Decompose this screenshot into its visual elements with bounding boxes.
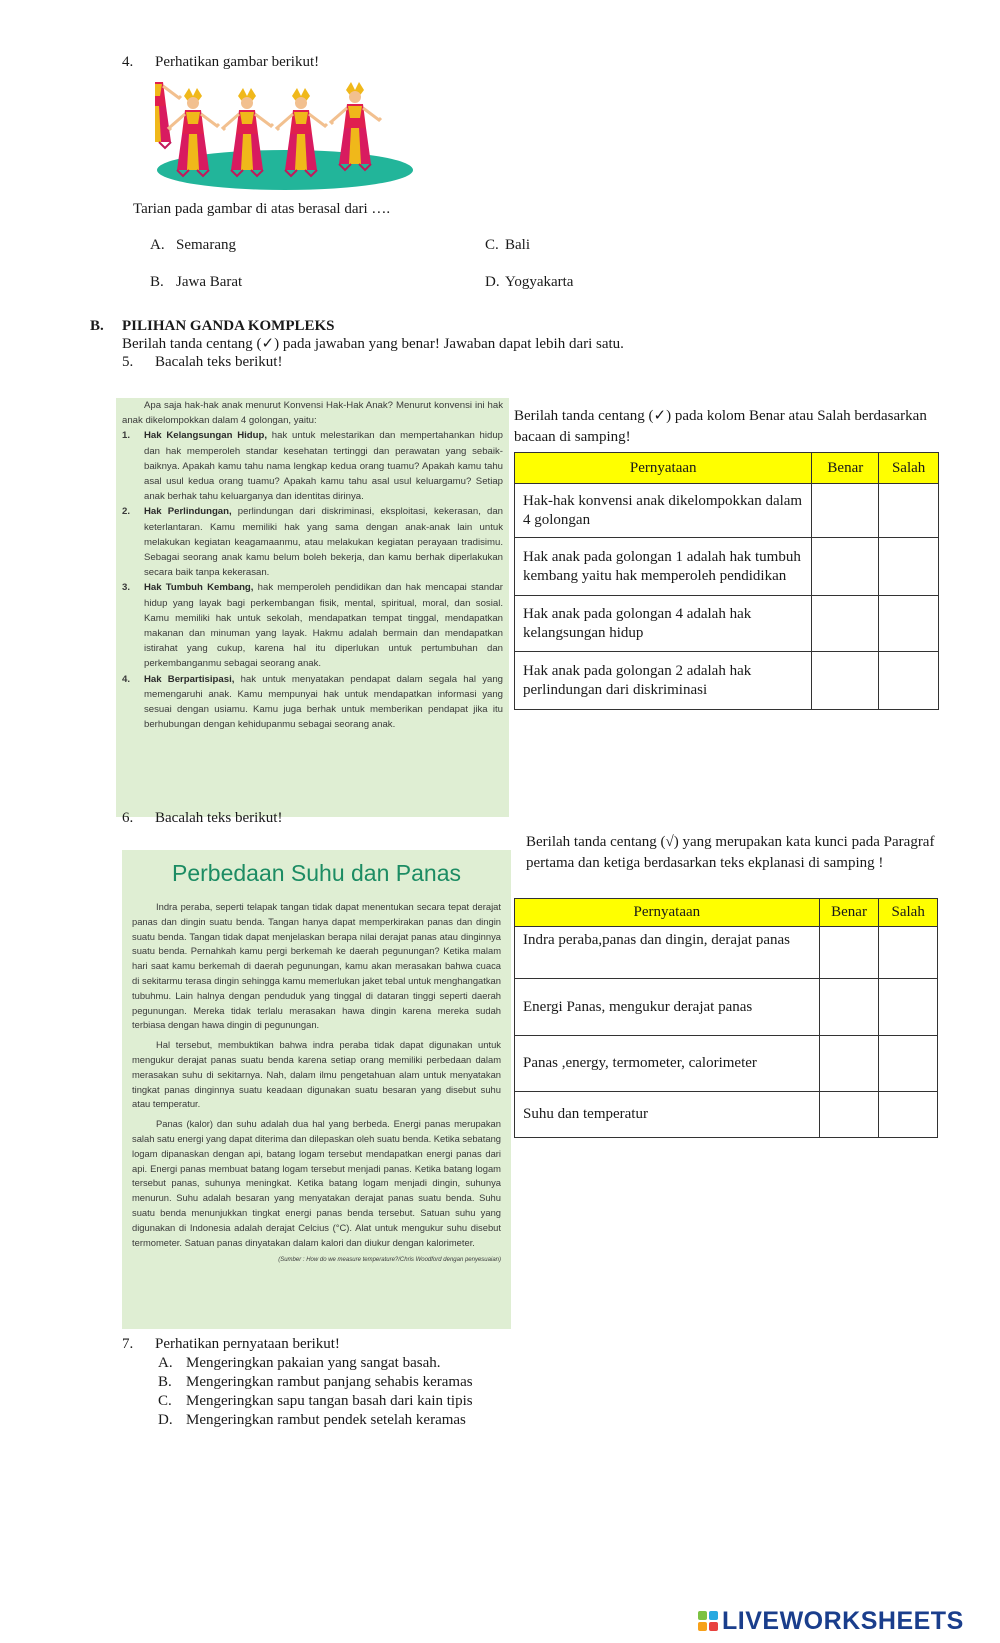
q5-false-cell[interactable] [879,484,939,538]
q6-table-instruction: Berilah tanda centang (√) yang merupakan kata kunci pada Paragraf pertama dan ketiga berdasarkan teks ekplanasi di samping ! [526,834,935,871]
q5-item-head: Hak Kelangsungan Hidup, [144,430,268,442]
q7-option-d[interactable]: Mengeringkan rambut pendek setelah keramas [186,1412,466,1428]
q4-option-d[interactable]: Yogyakarta [505,274,574,290]
q5-statement: Hak-hak konvensi anak dikelompokkan dalam 4 golongan [515,484,812,538]
q5-true-cell[interactable] [812,652,879,710]
q4-option-a[interactable]: Semarang [176,237,236,253]
logo-mark-icon [698,1611,718,1631]
q5-answer-table [514,452,939,710]
table-row [515,927,938,979]
q5-passage [116,398,509,817]
q4-number: 4. [122,54,134,70]
q6-number: 6. [122,810,134,826]
table-row [515,596,939,652]
q5-true-cell[interactable] [812,538,879,596]
q5-true-cell[interactable] [812,484,879,538]
q5-table-instruction: Berilah tanda centang (✓) pada kolom Benar atau Salah berdasarkan bacaan di samping! [514,408,927,445]
q5-passage-intro: Apa saja hak-hak anak menurut Konvensi Hak-Hak Anak? Menurut konvensi ini hak anak dikelompokkan dalam 4 golongan, yaitu: [122,400,503,427]
q5-item-body: hak untuk melestarikan dan mempertahankan hidup dan hak memperoleh standar kesehatan tertinggi dan perawatan yang sebaik-baiknya. Apakah kamu tahu nama lengkap kedua orang tuamu? Apakah kamu tahu asal usul kedua orang tuamu? Apakah kamu tahu asal usul keluargamu? Setiap anak berhak tahu keluarganya dan identitas dirinya. [144,430,503,503]
q5-item-body: hak memperoleh pendidikan dan hak mencapai standar hidup yang layak bagi perkembangan fisik, mental, spiritual, moral, dan sosial. Kamu memiliki hak untuk sekolah, mendapatkan tempat tinggal, mendapatkan makanan dan minuman yang layak. Hakmu adalah bermain dan mendapatkan istirahat yang cukup, karena hal itu diperlukan untuk pertumbuhan dan perkembanganmu sebagai seorang anak. [144,582,503,670]
table-row [515,538,939,596]
q6-true-cell[interactable] [819,1092,879,1138]
q5-header-statement: Pernyataan [515,453,812,484]
q5-item-number: 4. [122,673,131,685]
q5-item-number: 3. [122,582,131,594]
balinese-dancers-illustration [155,82,420,197]
q6-paragraph: Indra peraba, seperti telapak tangan tidak dapat menentukan secara tepat derajat panas dan dingin suatu benda. Tangan hanya dapat memperkirakan panas dan dingin suatu benda. Tangan tidak dapat menjelaskan berapa nilai derajat panas atau dinginnya suatu benda. Pernahkah kamu pergi berkemah ke daerah pegunungan? Ketika malam hari saat kamu berkemah di daerah pegunungan, kamu akan merasakan bahwa cuaca di sekitarmu terasa dingin sehingga kamu memerlukan jaket tebal untuk menghangatkan tubuhmu. Lain halnya dengan penduduk yang tinggal di dataran tinggi seperti daerah pegunungan. Mereka tidak terlalu merasakan hawa dingin karena mereka sudah terbiasa dengan hawa dingin di pegunungan. [132,901,501,1031]
q6-false-cell[interactable] [879,927,938,979]
q4-option-b[interactable]: Jawa Barat [176,274,243,290]
q4-prompt: Perhatikan gambar berikut! [155,54,320,70]
q5-false-cell[interactable] [879,538,939,596]
q4-question: Tarian pada gambar di atas berasal dari …. [133,201,391,217]
q4-option-a-letter: A. [150,237,165,253]
q7-option-a[interactable]: Mengeringkan pakaian yang sangat basah. [186,1355,441,1371]
liveworksheets-logo [698,1605,964,1637]
q5-item-head: Hak Tumbuh Kembang, [144,582,254,594]
q5-item-number: 1. [122,430,131,442]
q6-statement: Indra peraba,panas dan dingin, derajat panas [515,927,820,979]
q5-statement: Hak anak pada golongan 2 adalah hak perlindungan dari diskriminasi [515,652,812,710]
q6-false-cell[interactable] [879,979,938,1036]
q4-option-b-letter: B. [150,274,164,290]
q5-item-body: perlindungan dari diskriminasi, eksploitasi, kekerasan, dan keterlantaran. Kamu memiliki hak yang sama dengan anak-anak lain untuk melakukan kegiatan keagamaanmu, atau melakukan kegiatan perayaan tradisimu. Sebagai seorang anak kamu belum boleh bekerja, dan kamu berhak diperlakukan secara baik tanpa kekerasan. [144,506,504,579]
q7-prompt: Perhatikan pernyataan berikut! [155,1336,340,1352]
q7-option-a-letter: A. [158,1355,173,1371]
q6-paragraph: Panas (kalor) dan suhu adalah dua hal yang berbeda. Energi panas merupakan salah satu energi yang dapat diterima dan dilepaskan oleh suatu benda. Ketika sebatang logam dipanaskan dengan api, batang logam tersebut mendapatkan energi panas dari api. Energi panas membuat batang logam tersebut menjadi panas. Ketika batang logam tersebut panas, suhunya meningkat. Ketika batang logam menjadi dingin, suhunya menurun. Suhu adalah besaran yang menyatakan derajat panas suatu benda. Suhu suatu benda menunjukkan tingkat energi panas benda tersebut. Satuan suhu yang digunakan di Indonesia adalah derajat Celcius (°C). Alat untuk mengukur suhu disebut termometer. Satuan panas dinyatakan dalam kalori dan diukur dengan kalorimeter. [132,1118,502,1248]
q5-header-true: Benar [812,453,879,484]
q6-header-false: Salah [879,899,938,927]
q6-statement: Suhu dan temperatur [515,1092,820,1138]
q7-option-d-letter: D. [158,1412,173,1428]
q6-prompt: Bacalah teks berikut! [155,810,283,826]
q5-item-head: Hak Perlindungan, [144,506,232,518]
q4-option-c[interactable]: Bali [505,237,530,253]
q5-passage-item [122,428,503,504]
q5-false-cell[interactable] [879,596,939,652]
q6-header-statement: Pernyataan [515,899,820,927]
q6-passage [122,850,511,1329]
q5-statement: Hak anak pada golongan 1 adalah hak tumbuh kembang yaitu hak memperoleh pendidikan [515,538,812,596]
q5-item-number: 2. [122,506,131,518]
q6-passage-title: Perbedaan Suhu dan Panas [171,860,462,886]
q6-true-cell[interactable] [819,1036,879,1092]
q5-passage-item [122,672,503,733]
q6-true-cell[interactable] [819,927,879,979]
q7-option-c[interactable]: Mengeringkan sapu tangan basah dari kain tipis [186,1393,473,1409]
table-row [515,1092,938,1138]
logo-text: LIVEWORKSHEETS [722,1606,964,1635]
q5-prompt: Bacalah teks berikut! [155,354,283,370]
q5-statement: Hak anak pada golongan 4 adalah hak kelangsungan hidup [515,596,812,652]
q7-number: 7. [122,1336,134,1352]
table-row [515,1036,938,1092]
q5-passage-item [122,504,503,580]
q6-header-true: Benar [819,899,879,927]
q5-number: 5. [122,354,134,370]
q5-false-cell[interactable] [879,652,939,710]
q6-statement: Energi Panas, mengukur derajat panas [515,979,820,1036]
q5-header-false: Salah [879,453,939,484]
section-b-instruction: Berilah tanda centang (✓) pada jawaban yang benar! Jawaban dapat lebih dari satu. [122,336,624,352]
q6-source: (Sumber : How do we measure temperature?/Chris Woodford dengan penyesuaian) [278,1257,501,1264]
section-b-letter: B. [90,318,104,334]
q6-statement: Panas ,energy, termometer, calorimeter [515,1036,820,1092]
section-b-title: PILIHAN GANDA KOMPLEKS [122,318,335,334]
q7-option-b[interactable]: Mengeringkan rambut panjang sehabis keramas [186,1374,473,1390]
q6-false-cell[interactable] [879,1092,938,1138]
q4-option-c-letter: C. [485,237,499,253]
q7-option-c-letter: C. [158,1393,172,1409]
q5-item-body: hak untuk menyatakan pendapat dalam segala hal yang memengaruhi anak. Kamu mempunyai hak untuk mendapatkan informasi yang sesuai dengan usiamu. Kamu juga berhak untuk memberikan pendapat jika itu berhubungan dengan kehidupanmu sebagai seorang anak. [144,673,503,731]
q6-paragraph: Hal tersebut, membuktikan bahwa indra peraba tidak dapat digunakan untuk mengukur derajat panas suatu benda karena setiap orang memiliki perbedaan dalam merasakan suhu di sekitarnya. Nah, dalam ilmu pengetahuan alam untuk menyatakan tingkat panas dinginnya suatu keadaan digunakan suatu besaran yang disebut suhu atau temperatur. [132,1039,501,1110]
q5-true-cell[interactable] [812,596,879,652]
q6-answer-table [514,898,938,1138]
table-row [515,979,938,1036]
table-row [515,484,939,538]
q6-false-cell[interactable] [879,1036,938,1092]
q6-true-cell[interactable] [819,979,879,1036]
q4-option-d-letter: D. [485,274,500,290]
q5-item-head: Hak Berpartisipasi, [144,673,235,685]
q7-option-b-letter: B. [158,1374,172,1390]
q5-passage-item [122,580,503,671]
table-row [515,652,939,710]
